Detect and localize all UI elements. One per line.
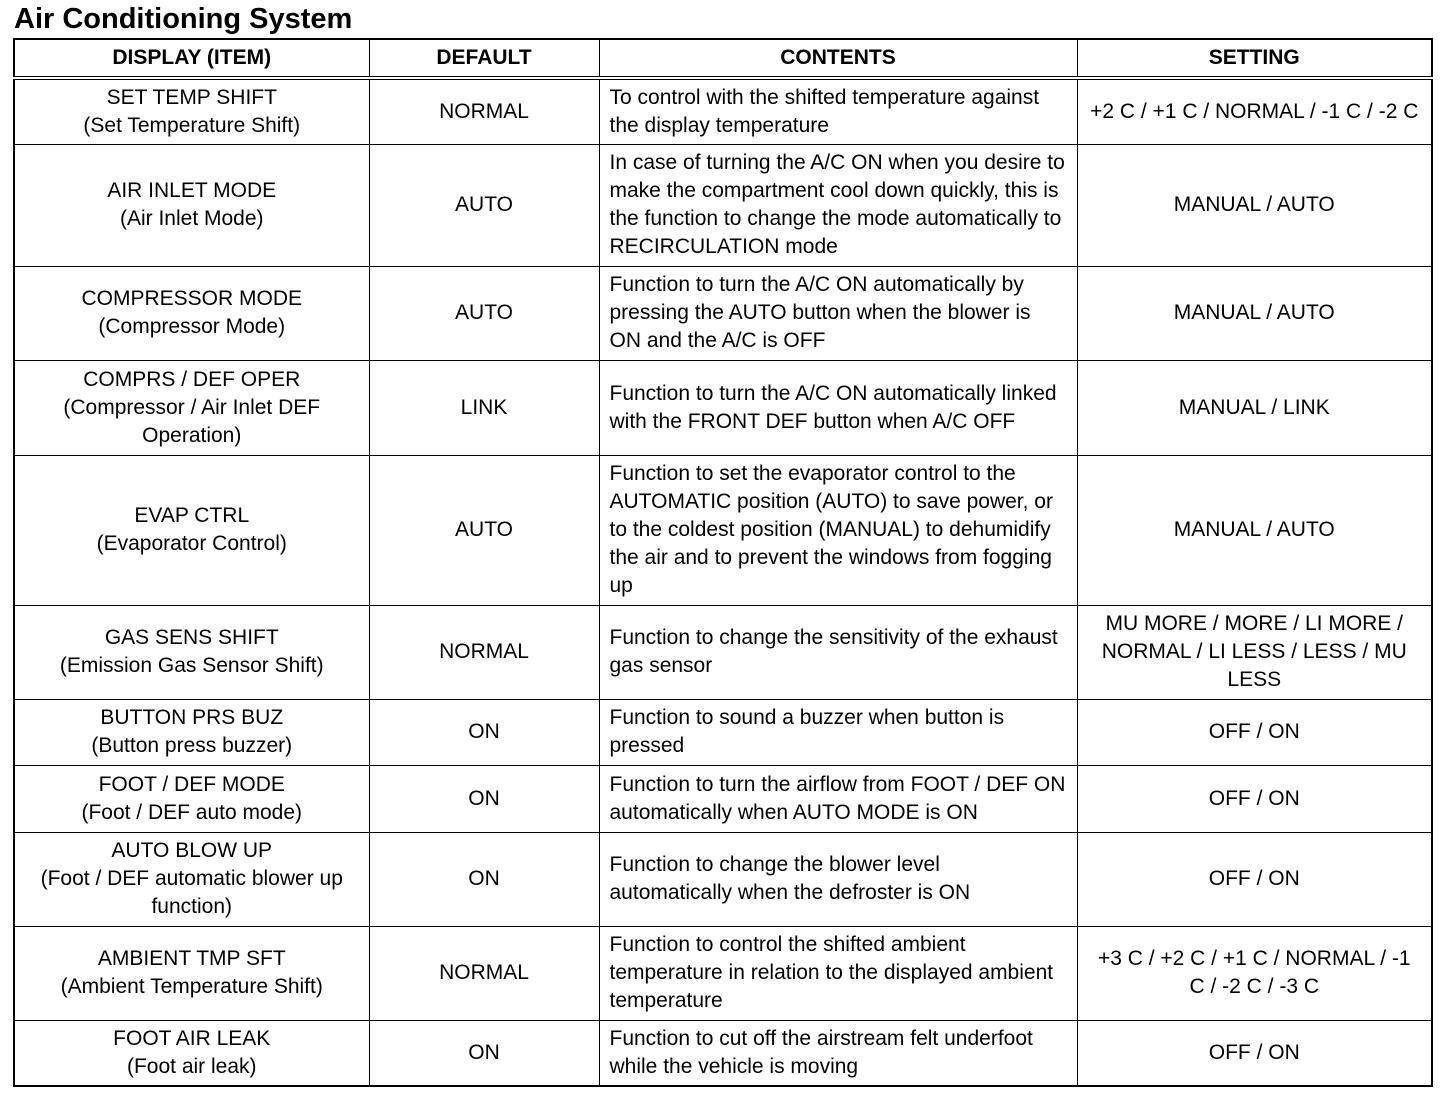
default-cell: NORMAL bbox=[369, 926, 599, 1020]
item-cell bbox=[14, 360, 369, 455]
table-row bbox=[14, 926, 1432, 1020]
header-contents: CONTENTS bbox=[599, 39, 1077, 78]
table-row bbox=[14, 144, 1432, 266]
item-name: AIR INLET MODE bbox=[107, 179, 277, 202]
default-cell: AUTO bbox=[369, 266, 599, 360]
table-row bbox=[14, 605, 1432, 699]
table-row bbox=[14, 78, 1432, 144]
page-title: Air Conditioning System bbox=[14, 3, 353, 35]
table-row bbox=[14, 455, 1432, 605]
item-description: (Set Temperature Shift) bbox=[83, 113, 301, 137]
item-name: COMPRESSOR MODE bbox=[81, 287, 303, 310]
default-cell: ON bbox=[369, 1020, 599, 1086]
contents-cell: Function to control the shifted ambient temperature in relation to the displayed ambient temperature bbox=[599, 926, 1077, 1020]
default-cell: LINK bbox=[369, 360, 599, 455]
contents-cell: Function to cut off the airstream felt underfoot while the vehicle is moving bbox=[599, 1020, 1077, 1086]
setting-cell: MANUAL / AUTO bbox=[1077, 144, 1432, 266]
setting-cell: MANUAL / LINK bbox=[1077, 360, 1432, 455]
item-description: (Foot / DEF auto mode) bbox=[81, 800, 303, 824]
header-setting: SETTING bbox=[1077, 39, 1432, 78]
header-row bbox=[14, 39, 1432, 78]
contents-cell: Function to turn the A/C ON automatically linked with the FRONT DEF button when A/C OFF bbox=[599, 360, 1077, 455]
setting-cell: MANUAL / AUTO bbox=[1077, 266, 1432, 360]
header-display-item: DISPLAY (ITEM) bbox=[14, 39, 369, 78]
default-cell: ON bbox=[369, 699, 599, 765]
setting-cell: MU MORE / MORE / LI MORE / NORMAL / LI LESS / LESS / MU LESS bbox=[1077, 605, 1432, 699]
item-cell bbox=[14, 266, 369, 360]
item-cell bbox=[14, 455, 369, 605]
item-cell bbox=[14, 832, 369, 926]
item-description: (Foot air leak) bbox=[126, 1054, 257, 1078]
contents-cell: In case of turning the A/C ON when you desire to make the compartment cool down quickly, this is the function to change the mode automatically to RECIRCULATION mode bbox=[599, 144, 1077, 266]
item-name: GAS SENS SHIFT bbox=[104, 626, 279, 649]
contents-cell: Function to sound a buzzer when button is pressed bbox=[599, 699, 1077, 765]
item-cell bbox=[14, 699, 369, 765]
item-name: BUTTON PRS BUZ bbox=[100, 706, 284, 729]
item-description: (Emission Gas Sensor Shift) bbox=[59, 654, 324, 677]
item-name: FOOT / DEF MODE bbox=[98, 772, 285, 796]
item-cell bbox=[14, 144, 369, 266]
setting-cell: OFF / ON bbox=[1077, 1020, 1432, 1086]
item-description: (Evaporator Control) bbox=[96, 532, 287, 555]
default-cell: ON bbox=[369, 765, 599, 832]
setting-cell: OFF / ON bbox=[1077, 832, 1432, 926]
table-row bbox=[14, 1020, 1432, 1086]
item-description: (Compressor / Air Inlet DEF Operation) bbox=[63, 395, 321, 447]
table-row bbox=[14, 765, 1432, 832]
setting-cell: MANUAL / AUTO bbox=[1077, 455, 1432, 605]
item-cell bbox=[14, 605, 369, 699]
table-row bbox=[14, 832, 1432, 926]
contents-cell: Function to change the sensitivity of the exhaust gas sensor bbox=[599, 605, 1077, 699]
item-description: (Ambient Temperature Shift) bbox=[60, 975, 323, 998]
default-cell: NORMAL bbox=[369, 605, 599, 699]
table-row bbox=[14, 699, 1432, 765]
contents-cell: Function to turn the airflow from FOOT / DEF ON automatically when AUTO MODE is ON bbox=[599, 765, 1077, 832]
item-description: (Button press buzzer) bbox=[91, 734, 293, 757]
setting-cell: +2 C / +1 C / NORMAL / -1 C / -2 C bbox=[1077, 78, 1432, 144]
item-cell bbox=[14, 78, 369, 144]
table-row bbox=[14, 266, 1432, 360]
default-cell: AUTO bbox=[369, 144, 599, 266]
settings-table bbox=[13, 38, 1433, 1087]
item-name: SET TEMP SHIFT bbox=[106, 85, 277, 109]
item-description: (Foot / DEF automatic blower up function) bbox=[40, 867, 343, 918]
item-cell bbox=[14, 1020, 369, 1086]
item-name: AMBIENT TMP SFT bbox=[97, 947, 286, 970]
contents-cell: To control with the shifted temperature against the display temperature bbox=[599, 78, 1077, 144]
setting-cell: OFF / ON bbox=[1077, 765, 1432, 832]
contents-cell: Function to set the evaporator control to the AUTOMATIC position (AUTO) to save power, or to the coldest position (MANUAL) to dehumidify the air and to prevent the windows from fogging up bbox=[599, 455, 1077, 605]
item-cell bbox=[14, 765, 369, 832]
default-cell: AUTO bbox=[369, 455, 599, 605]
default-cell: ON bbox=[369, 832, 599, 926]
item-name: COMPRS / DEF OPER bbox=[83, 367, 301, 391]
item-description: (Compressor Mode) bbox=[98, 315, 286, 338]
item-name: AUTO BLOW UP bbox=[111, 839, 273, 862]
item-name: FOOT AIR LEAK bbox=[113, 1026, 271, 1050]
setting-cell: +3 C / +2 C / +1 C / NORMAL / -1 C / -2 C / -3 C bbox=[1077, 926, 1432, 1020]
item-description: (Air Inlet Mode) bbox=[119, 207, 264, 230]
table-row bbox=[14, 360, 1432, 455]
contents-cell: Function to turn the A/C ON automatically by pressing the AUTO button when the blower is ON and the A/C is OFF bbox=[599, 266, 1077, 360]
default-cell: NORMAL bbox=[369, 78, 599, 144]
header-default: DEFAULT bbox=[369, 39, 599, 78]
contents-cell: Function to change the blower level automatically when the defroster is ON bbox=[599, 832, 1077, 926]
item-cell bbox=[14, 926, 369, 1020]
item-name: EVAP CTRL bbox=[134, 504, 250, 527]
setting-cell: OFF / ON bbox=[1077, 699, 1432, 765]
